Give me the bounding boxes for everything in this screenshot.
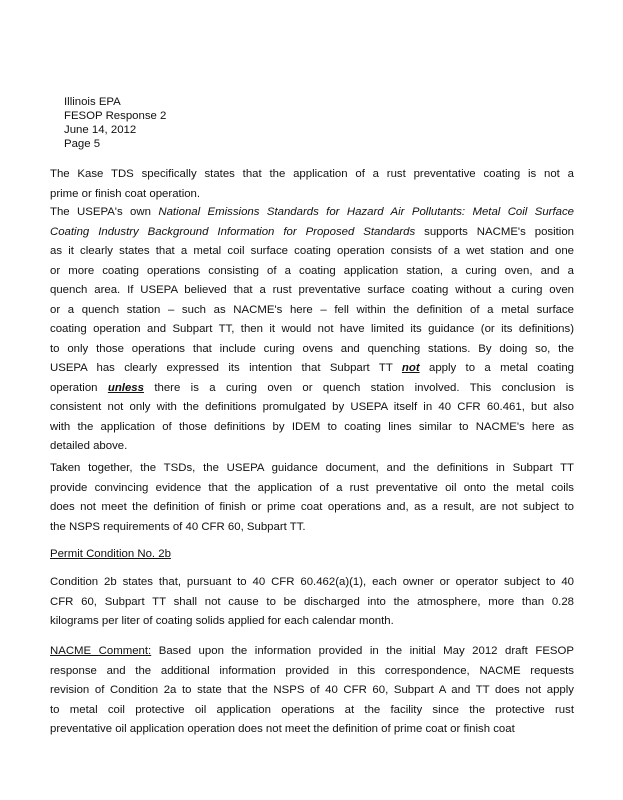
- emphasized-text: not: [401, 362, 420, 374]
- text-line: [50, 459, 574, 479]
- text-line: [50, 662, 574, 682]
- text-line: [50, 185, 574, 205]
- emphasized-text: unless: [107, 381, 144, 394]
- text-run: as it clearly states that a metal coil surface coating operation consists of a wet station and one: [50, 245, 574, 257]
- text-run: CFR 60, Subpart TT shall not cause to be discharged into the atmosphere, more than 0.28: [50, 595, 574, 608]
- date: June 14, 2012: [64, 124, 137, 136]
- letter-header: [64, 95, 166, 151]
- text-run: preventative oil application operation does not meet the definition of prime coat or finish coat: [50, 723, 515, 735]
- text-run: Based upon the information provided in the initial May 2012 draft FESOP: [151, 645, 574, 657]
- text-run: the NSPS requirements of 40 CFR 60, Subpart TT.: [50, 520, 306, 533]
- text-run: with the application of those definitions by IDEM to coating lines similar to NACME's here as: [50, 420, 574, 433]
- emphasized-text: Permit Condition No. 2b: [50, 548, 171, 560]
- text-run: revision of Condition 2a to state that the NSPS of 40 CFR 60, Subpart A and TT does not apply: [50, 684, 574, 696]
- text-run: Condition 2b states that, pursuant to 40 CFR 60.462(a)(1), each owner or operator subject to 40: [50, 576, 574, 588]
- text-line: [50, 203, 574, 223]
- text-line: [50, 242, 574, 262]
- text-run: USEPA has clearly expressed its intention that Subpart TT: [50, 362, 402, 374]
- text-run: prime or finish coat operation.: [50, 187, 201, 200]
- text-run: The Kase TDS specifically states that the application of a rust preventative coating is not a: [50, 168, 574, 180]
- text-line: [50, 398, 574, 418]
- text-run: provide convincing evidence that the application of a rust preventative oil onto the metal coils: [50, 481, 574, 494]
- text-run: consistent not only with the definitions promulgated by USEPA itself in 40 CFR 60.461, but also: [50, 401, 574, 413]
- text-line: [50, 545, 574, 565]
- text-line: [50, 340, 574, 360]
- text-line: [50, 281, 574, 301]
- emphasized-text: Coating Industry Background Information for Proposed Standards: [50, 225, 416, 238]
- text-run: quench area. If USEPA believed that a rust preventative surface coating without a curing oven: [50, 284, 574, 296]
- text-run: kilograms per liter of coating solids applied for each calendar month.: [50, 615, 394, 627]
- text-line: [50, 301, 574, 321]
- text-run: there is a curing oven or quench station involved. This conclusion is: [143, 381, 574, 394]
- text-run: to only those operations that include curing ovens and quenching stations. By doing so, the: [50, 342, 574, 355]
- emphasized-text: NACME Comment:: [50, 645, 152, 657]
- paragraph-taken-together: [50, 459, 574, 537]
- text-line: [50, 518, 574, 538]
- text-run: apply to a metal coating: [419, 362, 575, 374]
- text-line: [50, 720, 574, 740]
- text-line: [50, 498, 574, 518]
- text-run: coating operation and Subpart TT, then it would not have limited its guidance (or its definitions): [50, 323, 574, 335]
- text-run: or more coating operations consisting of a coating application station, a curing oven, and a: [50, 264, 574, 277]
- section-heading-permit-condition-2b: [50, 545, 574, 565]
- text-run: The USEPA's own: [50, 206, 159, 218]
- text-line: [50, 418, 574, 438]
- text-line: [50, 479, 574, 499]
- text-run: does not meet the definition of finish or prime coat operations and, as a result, are not subject to: [50, 501, 574, 513]
- emphasized-text: National Emissions Standards for Hazard Air Pollutants: Metal Coil Surface: [158, 206, 574, 218]
- text-line: [50, 223, 574, 243]
- text-line: [50, 359, 574, 379]
- text-line: [50, 701, 574, 721]
- text-run: or a quench station – such as NACME's here – fell within the definition of a metal surface: [50, 303, 574, 316]
- text-run: Taken together, the TSDs, the USEPA guidance document, and the definitions in Subpart TT: [50, 462, 574, 474]
- text-line: [50, 681, 574, 701]
- paragraph-kase-tds: [50, 165, 574, 204]
- text-line: [50, 320, 574, 340]
- page-number: Page 5: [64, 138, 101, 150]
- subject: FESOP Response 2: [64, 110, 167, 122]
- text-run: to metal coil protective oil application operations at the facility since the protective rust: [50, 703, 574, 716]
- text-run: detailed above.: [50, 440, 128, 452]
- paragraph-condition-2b: [50, 573, 574, 632]
- text-line: [50, 165, 574, 185]
- text-line: [50, 593, 574, 613]
- paragraph-usepa-guidance: [50, 203, 574, 457]
- text-line: [50, 573, 574, 593]
- text-run: response and the additional information provided in this correspondence, NACME requests: [50, 664, 574, 677]
- text-line: [50, 642, 574, 662]
- text-line: [50, 262, 574, 282]
- recipient: Illinois EPA: [64, 96, 121, 108]
- text-line: [50, 612, 574, 632]
- text-line: [50, 379, 574, 399]
- text-line: [50, 437, 574, 457]
- paragraph-nacme-comment: [50, 642, 574, 740]
- text-run: supports NACME's position: [415, 225, 574, 238]
- text-run: operation: [50, 381, 108, 394]
